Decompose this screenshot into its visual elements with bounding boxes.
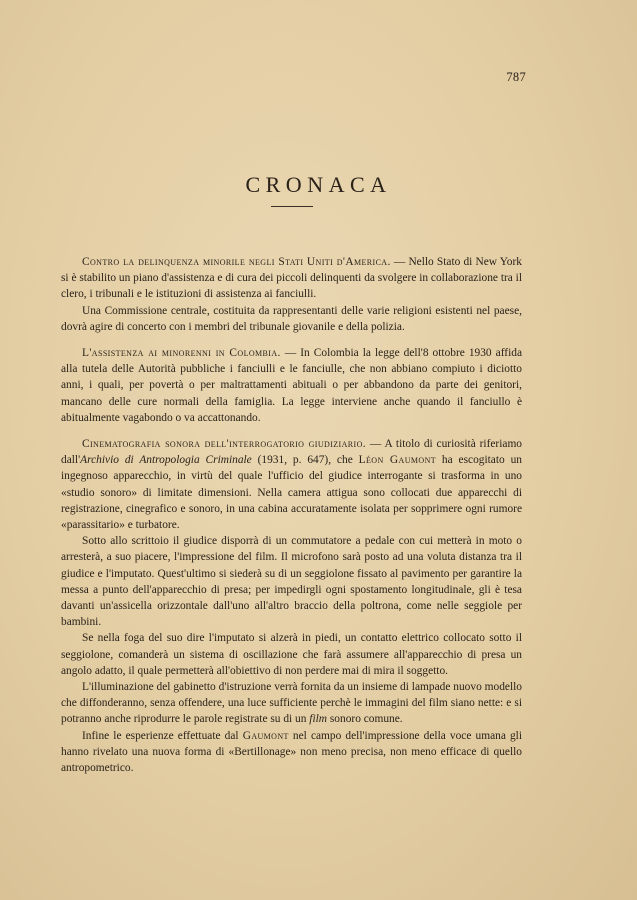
paragraph-text: A titolo di curiosità riferiamo dall'Archivio di Antropologia Criminale (1931, p. 647), che Léon Gaumont ha escogitato un ingegnoso apparecchio, in virtù del quale l'ufficio del giudice interrogante si trasforma in uno «studio sonoro» di limitate dimensioni. Nella camera attigua sono collocati due apparecchi di registrazione, cinegrafico e sonoro, in una cabina accuratamente isolata per sopprimere ogni rumore «parassitario» e turbatore. xyxy=(61,438,522,532)
section-heading: Contro la delinquenza minorile negli Stati Uniti d'America. xyxy=(82,256,391,268)
paragraph-text: Se nella foga del suo dire l'imputato si alzerà in piedi, un contatto elettrico collocato sotto il seggiolone, comanderà un sistema di oscillazione che farà assumere all'apparecchio di presa un angolo adatto, il quale permetterà all'obiettivo di non perdere mai di mira il soggetto. xyxy=(61,632,522,677)
section-heading: L'assistenza ai minorenni in Colombia. xyxy=(82,347,281,360)
page-number: 787 xyxy=(506,70,526,84)
article-body xyxy=(61,254,522,776)
paragraph-text: In Colombia la legge dell'8 ottobre 1930 affida alla tutela delle Autorità pubbliche i fanciulli e le fanciulle, che non abbiano compiuto i diciotto anni, i quali, per povertà o per maltrattamenti abituali o per abbandono da parte dei genitori, mancano delle cure normali della famiglia. La legge interviene anche quando il fanciullo è abitualmente vagabondo o va accattonando. xyxy=(61,347,523,424)
paragraph-text: Sotto allo scrittoio il giudice disporrà di un commutatore a pedale con cui metterà in moto o arresterà, a suo piacere, l'impressione del film. Il microfono sarà posto ad una voluta distanza tra il giudice e l'imputato. Quest'ultimo si siederà su di un seggiolone fissato al pavimento per garantire la messa a punto dell'apparecchio di presa; per impedirgli ogni spostamento longitudinale, gli è tesa davanti un'assicella orizzontale dall'uno all'altro braccio della poltrona, come nelle seggiole per bambini. xyxy=(61,535,522,629)
title-rule xyxy=(271,206,313,207)
section-paragraph xyxy=(61,728,522,777)
section-paragraph: Contro la delinquenza minorile negli Stati Uniti d'America. — Nello Stato di New York si è stabilito un piano d'assistenza e di cura dei piccoli delinquenti da svolgere in collaborazione tra il clero, i tribunali e le istituzioni di assistenza ai fanciulli. xyxy=(61,256,523,301)
section-heading: Cinematografia sonora dell'interrogatorio giudiziario. xyxy=(82,438,367,451)
paragraph-text: L'illuminazione del gabinetto d'istruzione verrà fornita da un insieme di lampade nuovo modello che diffonderanno, senza offendere, una luce sufficiente perchè le immagini del film siano nette: e si potranno anche riprodurre le parole registrate su di un film sonoro comune. xyxy=(61,681,522,726)
section-paragraph xyxy=(61,679,522,728)
page-title: CRONACA xyxy=(245,172,392,197)
section-paragraph xyxy=(61,630,522,679)
section-paragraph xyxy=(61,303,522,335)
section-paragraph xyxy=(61,533,522,630)
section-paragraph: L'assistenza ai minorenni in Colombia. — In Colombia la legge dell'8 ottobre 1930 affida alla tutela delle Autorità pubbliche i fanciulli e le fanciulle, che non abbiano compiuto i diciotto anni, i quali, per povertà o per maltrattamenti abituali o per abbandono da parte dei genitori, mancano delle cure normali della famiglia. La legge interviene anche quando il fanciullo è abitualmente vagabondo o va accattonando. xyxy=(61,347,523,424)
section-paragraph: Cinematografia sonora dell'interrogatorio giudiziario. — A titolo di curiosità riferiamo dall'Archivio di Antropologia Criminale (1931, p. 647), che Léon Gaumont ha escogitato un ingegnoso apparecchio, in virtù del quale l'ufficio del giudice interrogante si trasforma in uno «studio sonoro» di limitate dimensioni. Nella camera attigua sono collocati due apparecchi di registrazione, cinegrafico e sonoro, in una cabina accuratamente isolata per sopprimere ogni rumore «parassitario» e turbatore. xyxy=(61,438,522,532)
paragraph-text: Nello Stato di New York si è stabilito un piano d'assistenza e di cura dei piccoli delinquenti da svolgere in collaborazione tra il clero, i tribunali e le istituzioni di assistenza ai fanciulli. xyxy=(61,256,523,301)
paragraph-text: Una Commissione centrale, costituita da rappresentanti delle varie religioni esistenti nel paese, dovrà agire di concerto con i membri del tribunale giovanile e della polizia. xyxy=(61,304,522,333)
paragraph-text: Infine le esperienze effettuate dal Gaumont nel campo dell'impressione della voce umana gli hanno rivelato una nuova forma di «Bertillonage» non meno precisa, non meno efficace di quello antropometrico. xyxy=(61,729,522,775)
